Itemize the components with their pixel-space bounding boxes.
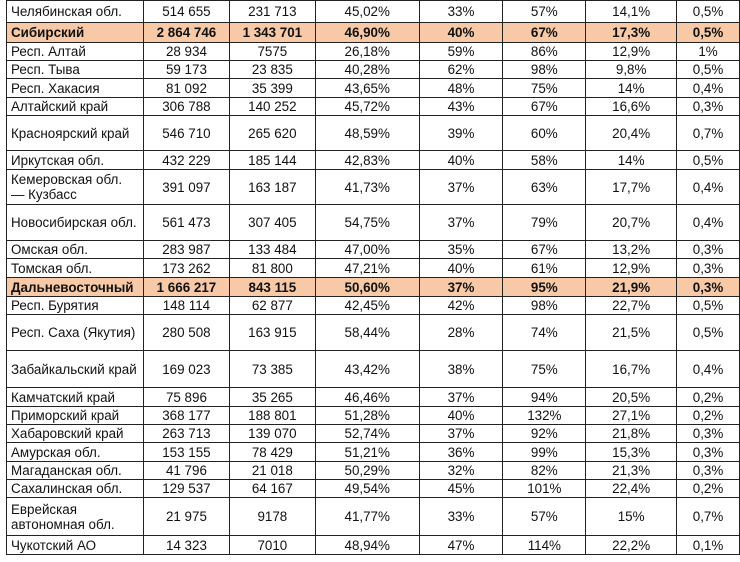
- region-name-cell: Магаданская обл.: [7, 462, 144, 480]
- table-row: [7, 1, 740, 23]
- table-row: [7, 116, 740, 151]
- percent-cell-1: 47,21%: [315, 259, 419, 278]
- value-cell-2: 185 144: [229, 151, 315, 170]
- region-name-cell: Сахалинская обл.: [7, 480, 144, 498]
- percent-cell-1: 48,94%: [315, 536, 419, 555]
- value-cell-2: 231 713: [229, 1, 315, 23]
- percent-cell-2: 37%: [419, 278, 503, 297]
- percent-cell-3: 79%: [503, 205, 586, 241]
- percent-cell-4: 14%: [586, 79, 677, 98]
- percent-cell-5: 0,2%: [677, 388, 740, 407]
- percent-cell-5: 0,3%: [677, 259, 740, 278]
- region-name-cell: Дальневосточный: [7, 278, 144, 297]
- percent-cell-2: 32%: [419, 462, 503, 480]
- percent-cell-1: 50,60%: [315, 278, 419, 297]
- value-cell-1: 283 987: [143, 241, 229, 259]
- table-body: [7, 1, 740, 555]
- percent-cell-5: 0,5%: [677, 23, 740, 43]
- percent-cell-4: 21,9%: [586, 278, 677, 297]
- percent-cell-2: 35%: [419, 241, 503, 259]
- value-cell-1: 75 896: [143, 388, 229, 407]
- value-cell-2: 265 620: [229, 116, 315, 151]
- table-row: [7, 407, 740, 425]
- percent-cell-4: 20,5%: [586, 388, 677, 407]
- value-cell-1: 280 508: [143, 315, 229, 351]
- region-name-cell: Забайкальский край: [7, 351, 144, 388]
- district-total-row: [7, 23, 740, 43]
- percent-cell-1: 46,90%: [315, 23, 419, 43]
- percent-cell-2: 38%: [419, 351, 503, 388]
- percent-cell-3: 57%: [503, 498, 586, 536]
- table-row: [7, 480, 740, 498]
- table-row: [7, 498, 740, 536]
- value-cell-2: 21 018: [229, 462, 315, 480]
- percent-cell-5: 0,3%: [677, 462, 740, 480]
- percent-cell-5: 0,3%: [677, 278, 740, 297]
- percent-cell-2: 36%: [419, 443, 503, 462]
- value-cell-1: 14 323: [143, 536, 229, 555]
- value-cell-1: 263 713: [143, 425, 229, 443]
- percent-cell-4: 16,6%: [586, 98, 677, 116]
- value-cell-2: 307 405: [229, 205, 315, 241]
- value-cell-2: 23 835: [229, 61, 315, 79]
- percent-cell-3: 86%: [503, 43, 586, 61]
- percent-cell-1: 42,83%: [315, 151, 419, 170]
- percent-cell-5: 1%: [677, 43, 740, 61]
- percent-cell-2: 59%: [419, 43, 503, 61]
- percent-cell-1: 47,00%: [315, 241, 419, 259]
- percent-cell-1: 45,02%: [315, 1, 419, 23]
- table-row: [7, 43, 740, 61]
- percent-cell-4: 12,9%: [586, 259, 677, 278]
- percent-cell-3: 67%: [503, 241, 586, 259]
- value-cell-1: 2 864 746: [143, 23, 229, 43]
- percent-cell-1: 52,74%: [315, 425, 419, 443]
- value-cell-1: 391 097: [143, 170, 229, 205]
- percent-cell-3: 67%: [503, 98, 586, 116]
- value-cell-1: 546 710: [143, 116, 229, 151]
- table-row: [7, 315, 740, 351]
- percent-cell-5: 0,4%: [677, 351, 740, 388]
- value-cell-1: 129 537: [143, 480, 229, 498]
- value-cell-2: 35 265: [229, 388, 315, 407]
- percent-cell-1: 41,77%: [315, 498, 419, 536]
- region-name-cell: Респ. Саха (Якутия): [7, 315, 144, 351]
- percent-cell-5: 0,4%: [677, 205, 740, 241]
- region-name-cell: Еврейская автономная обл.: [7, 498, 144, 536]
- percent-cell-1: 50,29%: [315, 462, 419, 480]
- table-row: [7, 259, 740, 278]
- percent-cell-1: 51,21%: [315, 443, 419, 462]
- percent-cell-2: 48%: [419, 79, 503, 98]
- percent-cell-3: 99%: [503, 443, 586, 462]
- percent-cell-1: 40,28%: [315, 61, 419, 79]
- percent-cell-4: 21,3%: [586, 462, 677, 480]
- percent-cell-2: 40%: [419, 151, 503, 170]
- table-row: [7, 79, 740, 98]
- table-row: [7, 351, 740, 388]
- percent-cell-3: 60%: [503, 116, 586, 151]
- value-cell-2: 188 801: [229, 407, 315, 425]
- table-row: [7, 170, 740, 205]
- percent-cell-5: 0,5%: [677, 1, 740, 23]
- percent-cell-4: 14,1%: [586, 1, 677, 23]
- percent-cell-4: 21,8%: [586, 425, 677, 443]
- percent-cell-4: 21,5%: [586, 315, 677, 351]
- region-name-cell: Сибирский: [7, 23, 144, 43]
- percent-cell-3: 61%: [503, 259, 586, 278]
- percent-cell-3: 63%: [503, 170, 586, 205]
- region-name-cell: Кемеровская обл. — Кузбасс: [7, 170, 144, 205]
- region-name-cell: Хабаровский край: [7, 425, 144, 443]
- percent-cell-1: 54,75%: [315, 205, 419, 241]
- percent-cell-1: 48,59%: [315, 116, 419, 151]
- value-cell-1: 59 173: [143, 61, 229, 79]
- region-name-cell: Новосибирская обл.: [7, 205, 144, 241]
- percent-cell-4: 27,1%: [586, 407, 677, 425]
- percent-cell-3: 95%: [503, 278, 586, 297]
- regional-data-table: [6, 0, 740, 555]
- percent-cell-2: 37%: [419, 170, 503, 205]
- percent-cell-5: 0,4%: [677, 79, 740, 98]
- region-name-cell: Респ. Алтай: [7, 43, 144, 61]
- percent-cell-3: 98%: [503, 297, 586, 315]
- percent-cell-3: 82%: [503, 462, 586, 480]
- value-cell-2: 7010: [229, 536, 315, 555]
- percent-cell-2: 40%: [419, 259, 503, 278]
- percent-cell-5: 0,1%: [677, 536, 740, 555]
- region-name-cell: Иркутская обл.: [7, 151, 144, 170]
- percent-cell-5: 0,3%: [677, 443, 740, 462]
- value-cell-2: 9178: [229, 498, 315, 536]
- percent-cell-4: 20,4%: [586, 116, 677, 151]
- percent-cell-5: 0,3%: [677, 98, 740, 116]
- value-cell-1: 514 655: [143, 1, 229, 23]
- value-cell-2: 73 385: [229, 351, 315, 388]
- percent-cell-4: 22,2%: [586, 536, 677, 555]
- value-cell-2: 140 252: [229, 98, 315, 116]
- value-cell-1: 1 666 217: [143, 278, 229, 297]
- value-cell-2: 163 915: [229, 315, 315, 351]
- percent-cell-3: 101%: [503, 480, 586, 498]
- percent-cell-4: 16,7%: [586, 351, 677, 388]
- percent-cell-5: 0,7%: [677, 498, 740, 536]
- region-name-cell: Амурская обл.: [7, 443, 144, 462]
- percent-cell-4: 20,7%: [586, 205, 677, 241]
- region-name-cell: Камчатский край: [7, 388, 144, 407]
- table-row: [7, 151, 740, 170]
- value-cell-1: 368 177: [143, 407, 229, 425]
- value-cell-1: 21 975: [143, 498, 229, 536]
- percent-cell-1: 49,54%: [315, 480, 419, 498]
- table-row: [7, 425, 740, 443]
- percent-cell-3: 132%: [503, 407, 586, 425]
- value-cell-1: 169 023: [143, 351, 229, 388]
- region-name-cell: Респ. Тыва: [7, 61, 144, 79]
- percent-cell-2: 33%: [419, 498, 503, 536]
- percent-cell-1: 51,28%: [315, 407, 419, 425]
- percent-cell-3: 57%: [503, 1, 586, 23]
- percent-cell-3: 74%: [503, 315, 586, 351]
- percent-cell-2: 28%: [419, 315, 503, 351]
- percent-cell-2: 40%: [419, 407, 503, 425]
- percent-cell-3: 94%: [503, 388, 586, 407]
- percent-cell-3: 75%: [503, 351, 586, 388]
- table-row: [7, 443, 740, 462]
- table-row: [7, 98, 740, 116]
- percent-cell-1: 43,65%: [315, 79, 419, 98]
- value-cell-2: 843 115: [229, 278, 315, 297]
- district-total-row: [7, 278, 740, 297]
- value-cell-2: 78 429: [229, 443, 315, 462]
- percent-cell-1: 26,18%: [315, 43, 419, 61]
- region-name-cell: Челябинская обл.: [7, 1, 144, 23]
- percent-cell-4: 17,3%: [586, 23, 677, 43]
- region-name-cell: Чукотский АО: [7, 536, 144, 555]
- value-cell-2: 133 484: [229, 241, 315, 259]
- percent-cell-4: 17,7%: [586, 170, 677, 205]
- percent-cell-1: 46,46%: [315, 388, 419, 407]
- percent-cell-4: 12,9%: [586, 43, 677, 61]
- percent-cell-3: 92%: [503, 425, 586, 443]
- percent-cell-3: 67%: [503, 23, 586, 43]
- percent-cell-4: 22,4%: [586, 480, 677, 498]
- value-cell-2: 139 070: [229, 425, 315, 443]
- percent-cell-2: 62%: [419, 61, 503, 79]
- percent-cell-5: 0,5%: [677, 315, 740, 351]
- table-row: [7, 388, 740, 407]
- value-cell-2: 35 399: [229, 79, 315, 98]
- region-name-cell: Томская обл.: [7, 259, 144, 278]
- value-cell-1: 148 114: [143, 297, 229, 315]
- region-name-cell: Красноярский край: [7, 116, 144, 151]
- percent-cell-3: 114%: [503, 536, 586, 555]
- percent-cell-4: 14%: [586, 151, 677, 170]
- percent-cell-5: 0,5%: [677, 61, 740, 79]
- table-row: [7, 536, 740, 555]
- value-cell-1: 153 155: [143, 443, 229, 462]
- value-cell-1: 28 934: [143, 43, 229, 61]
- percent-cell-2: 39%: [419, 116, 503, 151]
- percent-cell-3: 75%: [503, 79, 586, 98]
- percent-cell-5: 0,3%: [677, 425, 740, 443]
- region-name-cell: Респ. Хакасия: [7, 79, 144, 98]
- value-cell-1: 173 262: [143, 259, 229, 278]
- percent-cell-2: 40%: [419, 23, 503, 43]
- percent-cell-5: 0,2%: [677, 407, 740, 425]
- percent-cell-3: 98%: [503, 61, 586, 79]
- percent-cell-2: 47%: [419, 536, 503, 555]
- region-name-cell: Алтайский край: [7, 98, 144, 116]
- percent-cell-4: 15%: [586, 498, 677, 536]
- region-name-cell: Респ. Бурятия: [7, 297, 144, 315]
- value-cell-2: 81 800: [229, 259, 315, 278]
- value-cell-1: 432 229: [143, 151, 229, 170]
- percent-cell-2: 42%: [419, 297, 503, 315]
- percent-cell-5: 0,5%: [677, 151, 740, 170]
- percent-cell-2: 37%: [419, 388, 503, 407]
- table-row: [7, 205, 740, 241]
- table-row: [7, 297, 740, 315]
- table-row: [7, 61, 740, 79]
- percent-cell-3: 58%: [503, 151, 586, 170]
- value-cell-1: 561 473: [143, 205, 229, 241]
- percent-cell-5: 0,4%: [677, 170, 740, 205]
- value-cell-2: 163 187: [229, 170, 315, 205]
- value-cell-2: 64 167: [229, 480, 315, 498]
- percent-cell-5: 0,2%: [677, 480, 740, 498]
- percent-cell-1: 45,72%: [315, 98, 419, 116]
- percent-cell-5: 0,7%: [677, 116, 740, 151]
- value-cell-1: 306 788: [143, 98, 229, 116]
- percent-cell-2: 33%: [419, 1, 503, 23]
- percent-cell-4: 13,2%: [586, 241, 677, 259]
- percent-cell-4: 9,8%: [586, 61, 677, 79]
- percent-cell-1: 41,73%: [315, 170, 419, 205]
- region-name-cell: Приморский край: [7, 407, 144, 425]
- percent-cell-5: 0,3%: [677, 241, 740, 259]
- percent-cell-4: 15,3%: [586, 443, 677, 462]
- value-cell-2: 1 343 701: [229, 23, 315, 43]
- percent-cell-4: 22,7%: [586, 297, 677, 315]
- value-cell-2: 7575: [229, 43, 315, 61]
- table-row: [7, 241, 740, 259]
- percent-cell-2: 43%: [419, 98, 503, 116]
- region-name-cell: Омская обл.: [7, 241, 144, 259]
- value-cell-2: 62 877: [229, 297, 315, 315]
- percent-cell-1: 58,44%: [315, 315, 419, 351]
- value-cell-1: 41 796: [143, 462, 229, 480]
- percent-cell-1: 42,45%: [315, 297, 419, 315]
- percent-cell-2: 45%: [419, 480, 503, 498]
- table-row: [7, 462, 740, 480]
- percent-cell-2: 37%: [419, 205, 503, 241]
- percent-cell-2: 37%: [419, 425, 503, 443]
- percent-cell-1: 43,42%: [315, 351, 419, 388]
- percent-cell-5: 0,5%: [677, 297, 740, 315]
- value-cell-1: 81 092: [143, 79, 229, 98]
